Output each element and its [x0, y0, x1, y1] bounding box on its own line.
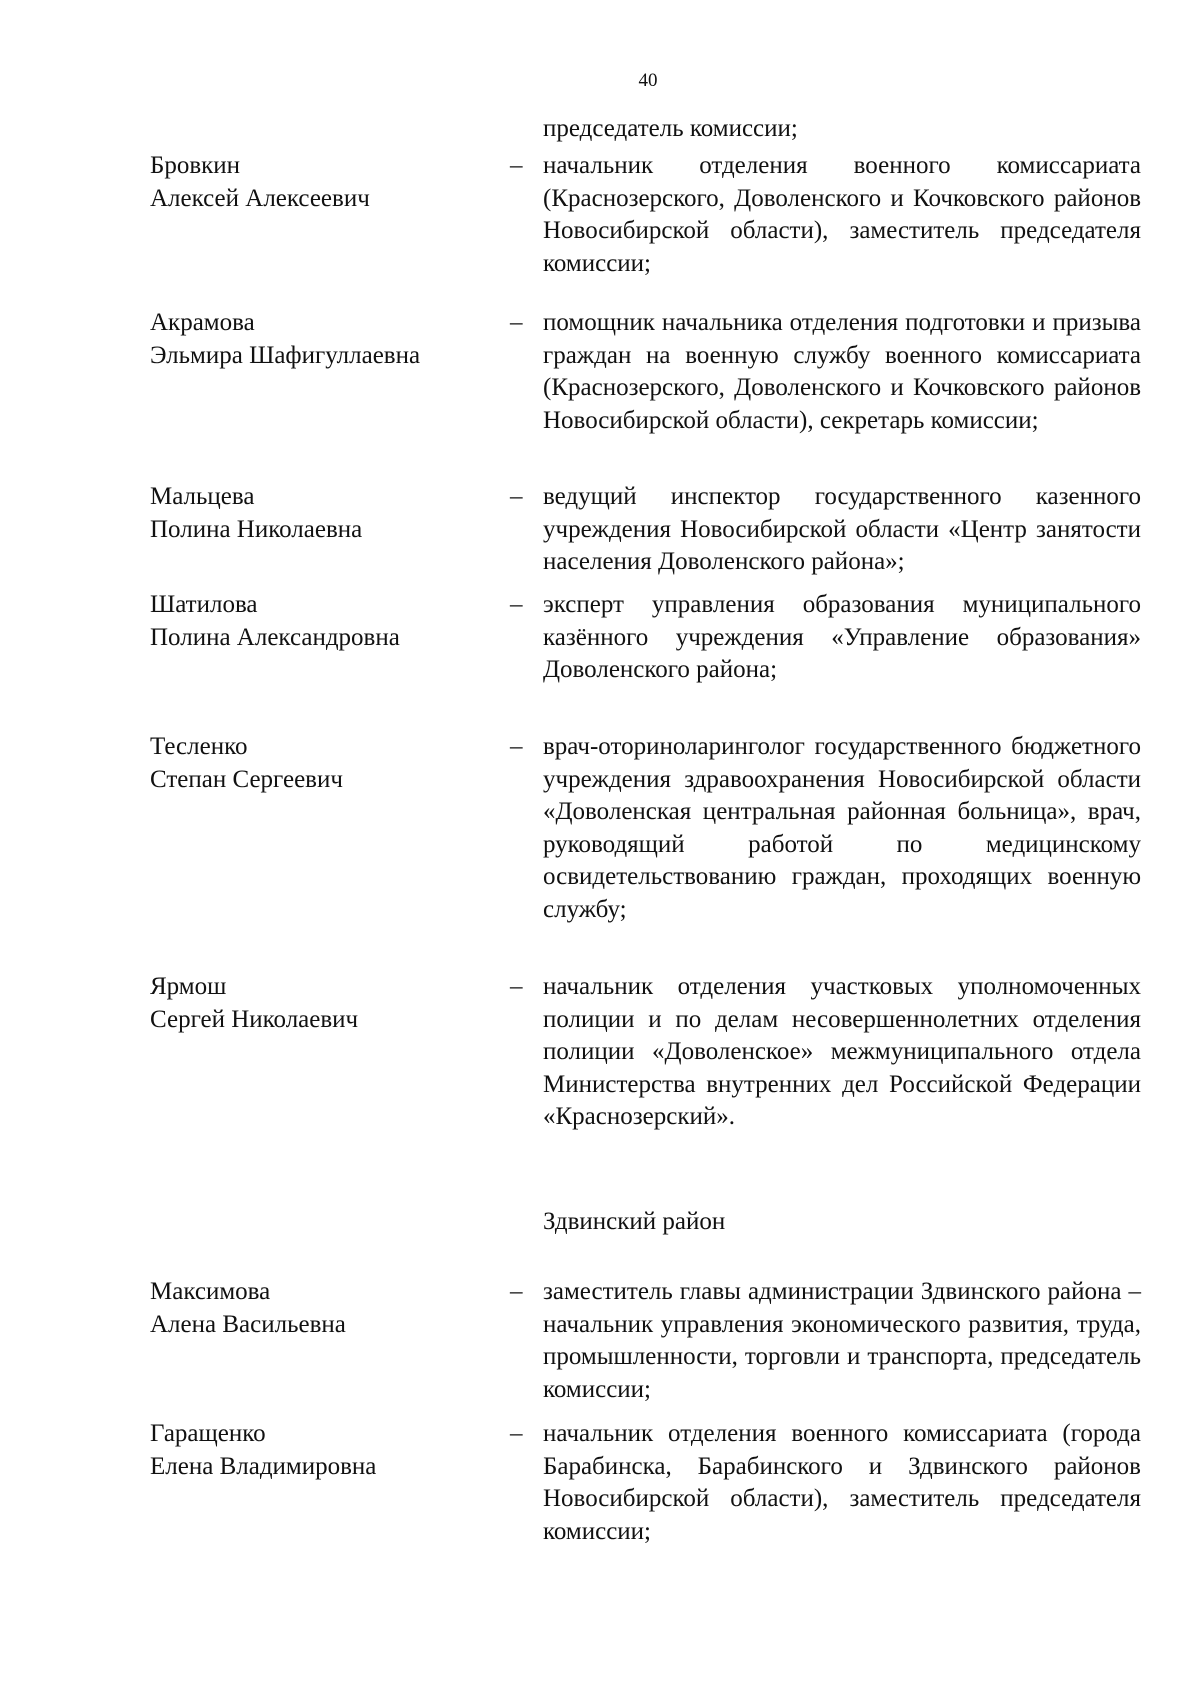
member-given-name: Полина Александровна [150, 623, 400, 651]
member-name [150, 150, 490, 215]
member-role: эксперт управления образования муниципального казённого учреждения «Управление образования» Доволенского района; [543, 591, 1141, 684]
member-name [150, 1276, 490, 1341]
member-role: начальник отделения участковых уполномоченных полиции и по делам несовершеннолетних отделения полиции «Доволенское» межмуниципального отдела Министерства внутренних дел Российской Федерации «Краснозерский». [543, 973, 1141, 1131]
dash: – [510, 309, 523, 336]
member-surname: Бровкин [150, 152, 241, 179]
member-name [150, 589, 490, 654]
member-name [150, 481, 490, 546]
member-role: начальник отделения военного комиссариата (города Барабинска, Барабинского и Здвинского районов Новосибирской области), заместитель председателя комиссии; [543, 1420, 1141, 1545]
member-surname: Ярмош [150, 973, 227, 1000]
continuation-text: председатель комиссии; [543, 115, 798, 142]
member-name [150, 731, 490, 796]
dash: – [510, 973, 523, 1000]
dash: – [510, 733, 523, 760]
member-role: заместитель главы администрации Здвинского района – начальник управления экономического развития, труда, промышленности, торговли и транспорта, председатель комиссии; [543, 1278, 1141, 1403]
section-title: Здвинский район [543, 1208, 726, 1235]
dash: – [510, 152, 523, 179]
member-name [150, 1418, 490, 1483]
member-given-name: Эльмира Шафигуллаевна [150, 341, 421, 369]
member-role: начальник отделения военного комиссариата (Краснозерского, Доволенского и Кочковского районов Новосибирской области), заместитель председателя комиссии; [543, 152, 1141, 277]
dash: – [510, 1420, 523, 1447]
member-given-name: Сергей Николаевич [150, 1005, 359, 1033]
member-surname: Мальцева [150, 483, 255, 510]
dash: – [510, 591, 523, 618]
member-given-name: Елена Владимировна [150, 1452, 377, 1480]
member-role: врач-оториноларинголог государственного бюджетного учреждения здравоохранения Новосибирской области «Доволенская центральная районная больница», врач, руководящий работой по медицинскому освидетельствованию граждан, проходящих военную службу; [543, 733, 1141, 923]
member-given-name: Полина Николаевна [150, 515, 363, 543]
member-given-name: Алексей Алексеевич [150, 184, 370, 212]
dash: – [510, 483, 523, 510]
member-name [150, 971, 490, 1036]
member-name [150, 307, 490, 372]
member-role: ведущий инспектор государственного казенного учреждения Новосибирской области «Центр занятости населения Доволенского района»; [543, 483, 1141, 576]
page-number: 40 [638, 70, 658, 91]
member-surname: Гаращенко [150, 1420, 266, 1447]
member-surname: Максимова [150, 1278, 271, 1305]
member-role: помощник начальника отделения подготовки и призыва граждан на военную службу военного комиссариата (Краснозерского, Доволенского и Кочковского районов Новосибирской области), секретарь комиссии; [543, 309, 1141, 434]
member-given-name: Степан Сергеевич [150, 765, 343, 793]
member-surname: Акрамова [150, 309, 255, 336]
member-surname: Шатилова [150, 591, 258, 618]
member-surname: Тесленко [150, 733, 248, 760]
dash: – [510, 1278, 523, 1305]
member-given-name: Алена Васильевна [150, 1310, 346, 1338]
